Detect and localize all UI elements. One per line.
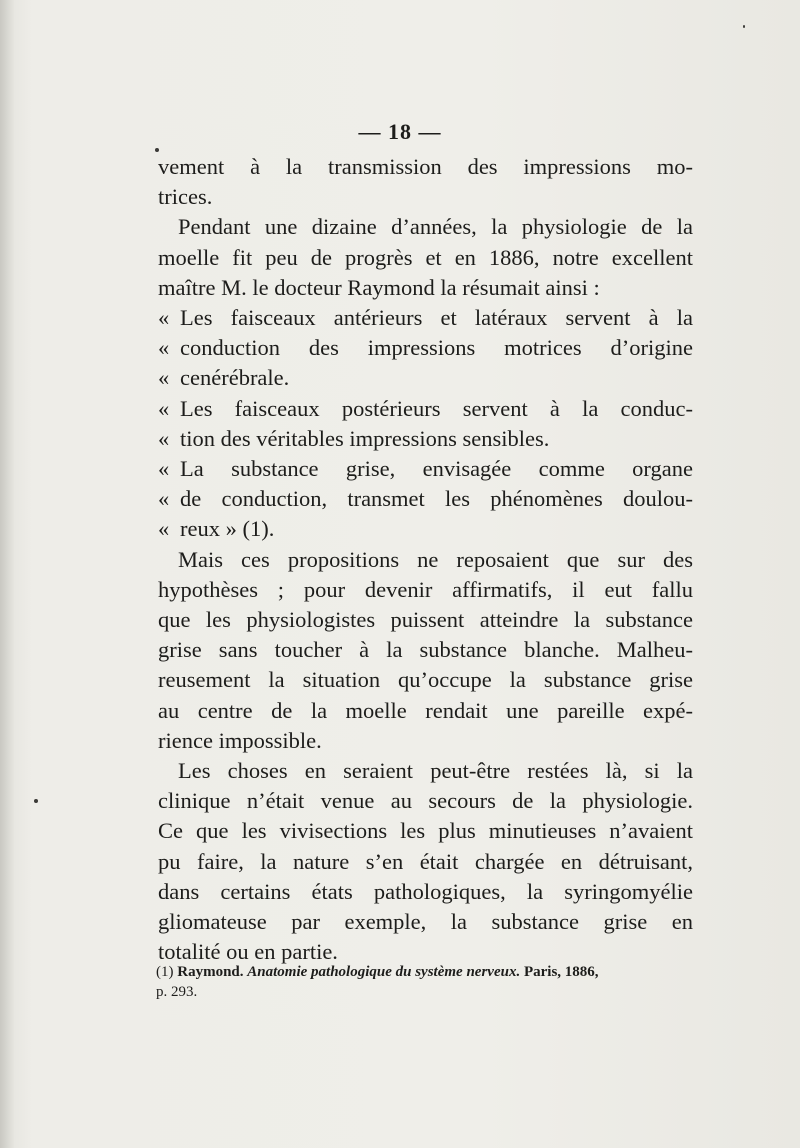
footnote-text <box>156 962 693 1002</box>
quote-line <box>158 514 693 544</box>
quote-text: reux » (1). <box>180 516 275 542</box>
text-line: maître M. le docteur Raymond la résumait ainsi : <box>158 274 600 300</box>
quote-line <box>158 333 693 363</box>
quote-text: Les faisceaux postérieurs servent à la conduc- <box>180 395 693 421</box>
quote-text: tion des véritables impressions sensibles. <box>180 425 550 451</box>
text-line: au centre de la moelle rendait une pareille expé- <box>158 697 693 723</box>
text-line: Ce que les vivisections les plus minutieuses n’avaient <box>158 818 693 844</box>
quote-mark: « <box>158 335 170 361</box>
text-line: Pendant une dizaine d’années, la physiologie de la <box>178 214 693 240</box>
footnote-place: Paris, 1886, <box>523 964 599 980</box>
quote-mark: « <box>158 425 170 451</box>
page-gutter-shadow <box>0 0 14 1148</box>
text-line: moelle fit peu de progrès et en 1886, notre excellent <box>158 244 693 270</box>
text-line: dans certains états pathologiques, la syringomyélie <box>158 878 693 904</box>
quote-text: La substance grise, envisagée comme organe <box>180 456 693 482</box>
text-line: grise sans toucher à la substance blanche. Malheu- <box>158 637 693 663</box>
text-line: gliomateuse par exemple, la substance grise en <box>158 909 693 935</box>
quote-line <box>158 454 693 484</box>
footnote <box>156 962 693 1002</box>
text-line: trices. <box>158 184 213 210</box>
quote-line <box>158 363 693 393</box>
quote-mark: « <box>158 365 170 391</box>
quote-line <box>158 424 693 454</box>
text-line: pu faire, la nature s’en était chargée en détruisant, <box>158 848 693 874</box>
paper-speck <box>34 799 38 803</box>
body-text <box>158 152 693 967</box>
quote-text: de conduction, transmet les phénomènes doulou- <box>180 486 693 512</box>
quote-text: cenérébrale. <box>180 365 290 391</box>
quote-text: conduction des impressions motrices d’origine <box>180 335 693 361</box>
text-line: totalité ou en partie. <box>158 939 338 965</box>
footnote-pages: p. 293. <box>156 984 198 1000</box>
text-line: Mais ces propositions ne reposaient que sur des <box>178 546 693 572</box>
footnote-author: Raymond. <box>177 964 244 980</box>
text-line: Les choses en seraient peut-être restées là, si la <box>178 758 693 784</box>
footnote-number: (1) <box>156 964 174 980</box>
footnote-title: Anatomie pathologique du système nerveux. <box>247 964 521 980</box>
text-line: vement à la transmission des impressions mo- <box>158 154 693 179</box>
quote-mark: « <box>158 516 170 542</box>
quote-mark: « <box>158 395 170 421</box>
text-line: rience impossible. <box>158 727 322 753</box>
quote-mark: « <box>158 305 170 331</box>
quote-text: Les faisceaux antérieurs et latéraux servent à la <box>180 305 693 331</box>
paper-speck <box>743 25 745 28</box>
quote-line <box>158 484 693 514</box>
quote-mark: « <box>158 456 170 482</box>
page-number: — 18 — <box>358 119 442 144</box>
paper-speck <box>155 148 159 152</box>
text-line: hypothèses ; pour devenir affirmatifs, il eut fallu <box>158 576 693 602</box>
quote-line <box>158 303 693 333</box>
text-line: que les physiologistes puissent atteindre la substance <box>158 607 693 633</box>
quote-line <box>158 394 693 424</box>
text-line: reusement la situation qu’occupe la substance grise <box>158 667 693 693</box>
text-line: clinique n’était venue au secours de la physiologie. <box>158 788 693 814</box>
quote-mark: « <box>158 486 170 512</box>
